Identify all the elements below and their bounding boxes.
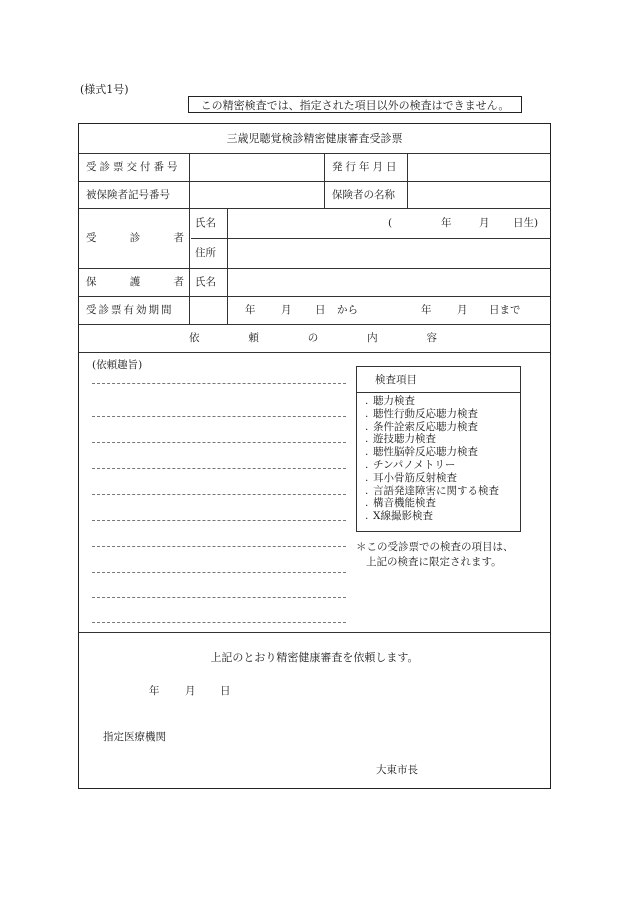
blank-line	[92, 520, 346, 521]
blank-line	[92, 442, 346, 443]
inspection-items-list	[365, 395, 499, 523]
inspection-items-box	[356, 366, 521, 532]
rule	[189, 153, 190, 208]
birth-day-label: 日生)	[513, 217, 539, 229]
request-header-char: の	[307, 332, 319, 344]
blank-line	[92, 416, 346, 417]
mayor-label: 大東市長	[376, 764, 418, 776]
inspection-item: . 聴性脳幹反応聴力検査	[365, 446, 478, 459]
rule	[79, 324, 550, 325]
inspection-item: . X線撮影検査	[365, 510, 433, 523]
insured-number-label: 被保険者記号番号	[86, 189, 170, 201]
ticket-number-label: 受診票交付番号	[86, 161, 181, 173]
form-title: 三歳児聴覚検診精密健康審査受診票	[226, 132, 403, 145]
request-header-char: 依	[189, 332, 200, 344]
guardian-name-label: 氏名	[195, 276, 216, 288]
birth-year-label: 年	[441, 217, 452, 229]
rule	[189, 296, 190, 324]
blank-line	[92, 597, 346, 598]
blank-line	[92, 494, 346, 495]
inspection-item: . 聴性行動反応聴力検査	[365, 407, 478, 420]
request-header	[189, 331, 437, 345]
footer-date-day: 日	[220, 685, 231, 697]
validity-to-month: 月	[457, 304, 468, 316]
guardian-label	[86, 275, 184, 289]
blank-line	[92, 572, 346, 573]
examinee-label	[86, 231, 184, 245]
validity-from-text: から	[337, 304, 358, 316]
rule	[227, 208, 228, 324]
validity-from-month: 月	[281, 304, 292, 316]
inspection-item: . 聴力検査	[365, 395, 415, 407]
request-statement: 上記のとおり精密健康審査を依頼します。	[210, 651, 419, 664]
rule	[79, 181, 550, 182]
blank-line	[92, 546, 346, 547]
request-header-char: 容	[426, 332, 437, 344]
inspection-item: . 言語発達障害に関する検査	[365, 484, 499, 497]
validity-from-day: 日	[315, 304, 326, 316]
inspection-items-title: 検査項目	[357, 367, 520, 393]
insurer-name-label: 保険者の名称	[332, 189, 395, 201]
note-line-2: 上記の検査に限定されます。	[366, 556, 502, 568]
request-header-char: 内	[367, 332, 378, 344]
birth-month-label: 月	[479, 217, 490, 229]
blank-line	[92, 622, 346, 623]
inspection-item: . 条件詮索反応聴力検査	[365, 420, 478, 433]
examinee-label-char: 者	[173, 232, 184, 244]
examinee-name-label: 氏名	[195, 217, 216, 229]
birth-open-paren: (	[388, 217, 393, 229]
blank-line	[92, 468, 346, 469]
institution-label: 指定医療機関	[103, 731, 166, 743]
guardian-label-char: 保	[86, 276, 97, 288]
rule	[79, 632, 550, 633]
form-number-label: (様式1号)	[80, 83, 129, 96]
rule	[407, 153, 408, 208]
inspection-item: . 遊技聴力検査	[365, 433, 436, 446]
inspection-item: . チンパノメトリー	[365, 458, 456, 471]
rule	[79, 268, 550, 269]
examinee-label-char: 受	[86, 232, 97, 244]
footer-date-month: 月	[185, 685, 196, 697]
guardian-label-char: 者	[173, 276, 184, 288]
rule	[79, 296, 550, 297]
rule	[79, 352, 550, 353]
examinee-label-char: 診	[129, 232, 141, 244]
guardian-label-char: 護	[129, 276, 141, 288]
note-line-1: ＊この受診票での検査の項目は、	[356, 541, 514, 553]
rule	[79, 153, 550, 154]
validity-label: 受診票有効期間	[86, 304, 174, 316]
validity-from-year: 年	[245, 304, 256, 316]
request-purpose-label: (依頼趣旨)	[92, 359, 143, 371]
footer-date-year: 年	[149, 685, 160, 697]
rule	[324, 153, 325, 208]
issue-date-label: 発行年月日	[332, 161, 400, 173]
rule	[79, 208, 550, 209]
examinee-address-label: 住所	[195, 247, 216, 259]
rule	[191, 238, 550, 239]
inspection-item: . 構音機能検査	[365, 497, 436, 510]
inspection-item: . 耳小骨筋反射検査	[365, 471, 457, 484]
validity-to-day: 日まで	[489, 304, 521, 316]
blank-line	[92, 383, 346, 384]
validity-to-year: 年	[421, 304, 432, 316]
request-header-char: 頼	[248, 332, 259, 344]
notice-box: この精密検査では、指定された項目以外の検査はできません。	[188, 96, 522, 113]
